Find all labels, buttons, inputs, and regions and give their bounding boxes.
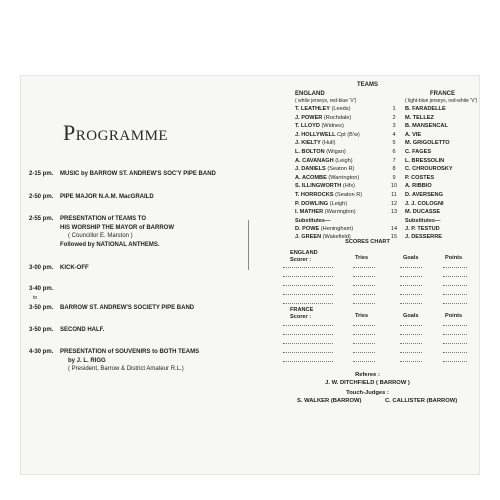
col-goals: Goals — [403, 313, 419, 319]
item-text: SECOND HALF. — [60, 327, 105, 333]
player-name: J. HOLLYWELL — [295, 131, 336, 138]
player-name: P. COSTES — [405, 174, 435, 181]
score-entry-line — [283, 294, 333, 295]
score-entry-line — [283, 343, 333, 344]
player-name: A. CAVANAGH — [295, 157, 334, 164]
col-goals: Goals — [403, 255, 419, 261]
item-text: BARROW ST. ANDREW'S SOCIETY PIPE BAND — [60, 305, 195, 311]
score-entry-line — [443, 285, 467, 286]
item-time: 2-55 pm. — [29, 216, 54, 222]
shirt-number: 7 — [392, 157, 396, 164]
score-entry-line — [400, 343, 422, 344]
item-text: PRESENTATION of SOUVENIRS to BOTH TEAMS — [60, 349, 200, 355]
scorer-team: ENGLAND — [290, 250, 318, 256]
item-text: PIPE MAJOR N.A.M. MacGRAILD — [60, 194, 154, 200]
shirt-number: 10 — [390, 183, 398, 190]
score-entry-line — [443, 334, 467, 335]
player-name: J. DANIELS — [295, 166, 326, 173]
player-name: T. LLOYD — [295, 123, 320, 130]
player-club: (Leigh) — [335, 157, 353, 164]
referee-name: J. W. DITCHFIELD ( BARROW ) — [325, 380, 410, 386]
player-club: (Hull) — [322, 140, 336, 147]
score-entry-line — [283, 352, 333, 353]
shirt-number: 15 — [390, 234, 398, 240]
player-name: J. POWER — [295, 114, 323, 121]
col-tries: Tries — [355, 255, 369, 261]
player-name: C. FAGES — [405, 149, 432, 155]
programme-panel — [23, 75, 248, 475]
score-entry-line — [353, 276, 375, 277]
player-name: J. GREEN — [295, 234, 322, 240]
item-text: ( Councillor E. Marston ) — [68, 233, 133, 239]
score-entry-line — [443, 303, 467, 304]
score-entry-line — [400, 325, 422, 326]
score-entry-line — [443, 352, 467, 353]
england-heading: ENGLAND — [295, 91, 325, 97]
player-club: (Leigh) — [329, 200, 348, 207]
player-club: (Warrington) — [324, 209, 356, 216]
player-club: (Seaton R) — [327, 166, 355, 173]
score-entry-line — [400, 352, 422, 353]
item-text: KICK-OFF — [60, 265, 89, 271]
to-label: to — [33, 295, 38, 301]
score-entry-line — [443, 325, 467, 326]
shirt-number: 1 — [392, 106, 396, 112]
score-entry-line — [283, 334, 333, 335]
player-club: (Rochdale) — [323, 114, 352, 121]
scorer-label: Scorer : — [290, 256, 312, 263]
score-entry-line — [283, 303, 333, 304]
shirt-number: 6 — [392, 149, 396, 155]
player-name: J. P. TESTUD — [405, 226, 440, 232]
touch-judge-2: C. CALLISTER (BARROW) — [385, 398, 458, 404]
touch-judges-label: Touch-Judges : — [346, 390, 389, 396]
player-row — [295, 192, 495, 201]
teams-heading: TEAMS — [357, 82, 378, 88]
score-entry-line — [353, 285, 375, 286]
player-name: P. DOWLING — [295, 200, 329, 207]
col-points: Points — [445, 255, 463, 261]
player-club: (Hfx) — [342, 183, 355, 190]
score-entry-line — [283, 276, 333, 277]
player-row — [295, 149, 495, 158]
shirt-number: 14 — [390, 226, 398, 232]
player-row — [295, 106, 495, 115]
player-row — [295, 201, 495, 210]
score-entry-line — [283, 325, 333, 326]
shirt-number: 4 — [392, 131, 396, 138]
player-name: L. BOLTON — [295, 149, 325, 155]
score-entry-line — [400, 267, 422, 268]
item-time: 2-50 pm. — [29, 194, 54, 200]
touch-judge-1: S. WALKER (BARROW) — [297, 398, 362, 404]
france-heading: FRANCE — [430, 91, 455, 97]
score-entry-line — [400, 361, 422, 362]
player-row — [295, 183, 495, 192]
score-entry-line — [400, 294, 422, 295]
player-name: D. POWE — [295, 226, 320, 232]
player-name: M. GRIGOLETTO — [405, 140, 450, 147]
player-name: I. MATHER — [295, 209, 324, 216]
referee-label: Referee : — [355, 372, 380, 378]
england-scorer-heading — [290, 250, 318, 263]
score-entry-line — [283, 361, 333, 362]
item-text: HIS WORSHIP THE MAYOR of BARROW — [60, 224, 175, 231]
player-name: A. ACOMBE — [295, 174, 327, 181]
player-club: Cpt (B'w) — [336, 131, 360, 138]
score-entry-line — [400, 285, 422, 286]
programme-title: Programme — [63, 120, 169, 145]
item-text: by J. L. RIGG — [68, 357, 106, 364]
shirt-number: 12 — [390, 200, 398, 207]
col-tries: Tries — [355, 313, 369, 319]
shirt-number: 3 — [392, 123, 396, 130]
score-entry-line — [443, 361, 467, 362]
player-club: (Widnes) — [321, 123, 344, 130]
player-name: T. HORROCKS — [295, 192, 334, 198]
score-entry-line — [443, 294, 467, 295]
player-name: J. J. COLOGNI — [405, 200, 444, 207]
shirt-number: 2 — [392, 114, 396, 121]
score-entry-line — [400, 276, 422, 277]
item-text: ( President, Barrow & District Amateur R.L.) — [68, 366, 184, 372]
player-name: C. CHROUROSKY — [405, 166, 453, 173]
france-note: ( light-blue jerseys, red-white 'V') — [405, 98, 478, 104]
player-row — [295, 115, 495, 124]
teams-panel — [255, 75, 480, 475]
item-text: Followed by NATIONAL ANTHEMS. — [60, 241, 160, 248]
player-row — [295, 123, 495, 132]
item-text: PRESENTATION of TEAMS TO — [60, 216, 147, 222]
score-entry-line — [400, 303, 422, 304]
player-club: (Heningham) — [320, 226, 354, 232]
player-row — [295, 158, 495, 167]
player-name: B. FARADELLE — [405, 106, 446, 112]
player-row — [295, 175, 495, 184]
player-club: (Warrington) — [328, 174, 360, 181]
item-text: MUSIC by BARROW ST. ANDREW'S SOC'Y PIPE BAND — [60, 171, 216, 177]
score-entry-line — [353, 303, 375, 304]
player-club: (Wakefield) — [322, 234, 351, 240]
shirt-number: 8 — [392, 166, 396, 173]
score-entry-line — [283, 267, 333, 268]
player-row — [295, 140, 495, 149]
player-name: D. AVERSENG — [405, 192, 443, 198]
score-entry-line — [353, 343, 375, 344]
item-time: 3-50 pm. — [29, 305, 54, 311]
england-note: ( white jerseys, red-blue 'V') — [295, 98, 357, 104]
player-row — [295, 132, 495, 141]
shirt-number: 11 — [391, 192, 397, 198]
france-subs-label: Substitutes— — [405, 218, 441, 224]
shirt-number: 9 — [392, 174, 396, 181]
score-entry-line — [400, 334, 422, 335]
score-entry-line — [353, 267, 375, 268]
centre-fold — [248, 220, 249, 270]
score-entry-line — [353, 352, 375, 353]
item-time: 3-40 pm. — [29, 286, 54, 292]
scorer-label: Scorer : — [290, 313, 312, 320]
shirt-number: 13 — [390, 209, 398, 216]
england-subs-label: Substitutes— — [295, 218, 331, 224]
score-entry-line — [353, 294, 375, 295]
scorer-team: FRANCE — [290, 307, 314, 313]
france-scorer-heading — [290, 307, 313, 320]
player-name: J. KIELTY — [295, 140, 321, 147]
player-row — [295, 166, 495, 175]
player-name: M. TELLEZ — [405, 114, 434, 121]
player-name: B. MANSENCAL — [405, 123, 448, 130]
player-name: T. LEATHLEY — [295, 106, 330, 112]
player-club: (Wigan) — [326, 149, 346, 155]
score-entry-line — [443, 276, 467, 277]
player-name: S. ILLINGWORTH — [295, 183, 342, 190]
player-name: M. DUCASSE — [405, 209, 441, 216]
shirt-number: 5 — [392, 140, 396, 147]
item-time: 2-15 pm. — [29, 171, 54, 177]
score-entry-line — [443, 267, 467, 268]
item-time: 3-00 pm. — [29, 265, 54, 271]
score-entry-line — [353, 334, 375, 335]
player-name: A. VIE — [405, 131, 422, 138]
score-entry-line — [353, 361, 375, 362]
score-entry-line — [443, 343, 467, 344]
col-points: Points — [445, 313, 463, 319]
item-time: 3-50 pm. — [29, 327, 54, 333]
player-name: A. RIBBIO — [405, 183, 432, 190]
score-entry-line — [283, 285, 333, 286]
player-name: J. DESSERRE — [405, 234, 442, 240]
player-row — [295, 209, 495, 218]
player-club: (Seaton R) — [335, 192, 363, 198]
scores-chart-heading: SCORES CHART — [345, 239, 390, 245]
player-club: (Leeds) — [331, 106, 351, 112]
player-name: L. BRESSOLIN — [405, 157, 445, 164]
score-entry-line — [353, 325, 375, 326]
item-time: 4-30 pm. — [29, 349, 54, 355]
